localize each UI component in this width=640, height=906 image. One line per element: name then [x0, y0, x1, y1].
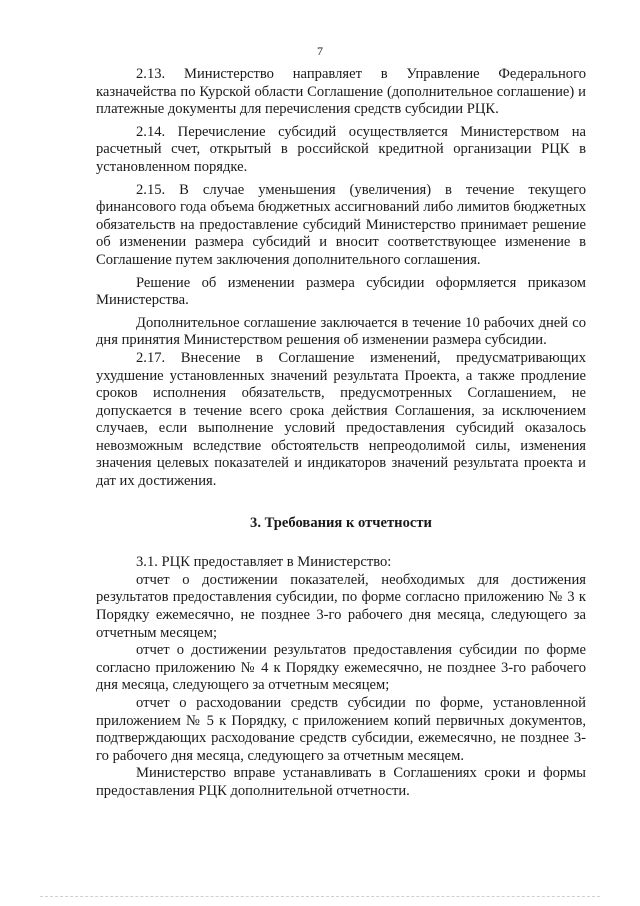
paragraph-ministry-right: Министерство вправе устанавливать в Соглашениях сроки и формы предоставления РЦК дополнительной отчетности. — [96, 765, 586, 799]
paragraph-2-15: 2.15. В случае уменьшения (увеличения) в течение текущего финансового года объема бюджетных ассигнований либо лимитов бюджетных обязательств на предоставление субсидий Министерство принимает решение об изменении размера субсидий и вносит соответствующее изменение в Соглашение путем заключения дополнительного соглашения. — [96, 181, 586, 268]
paragraph-2-13: 2.13. Министерство направляет в Управление Федерального казначейства по Курской области Соглашение (дополнительное соглашение) и платежные документы для перечисления средств субсидии РЦК. — [96, 66, 586, 118]
scan-edge — [40, 896, 600, 898]
paragraph-additional-agreement: Дополнительное соглашение заключается в течение 10 рабочих дней со дня принятия Министерством решения об изменении размера субсидии. — [96, 314, 586, 349]
paragraph-2-14: 2.14. Перечисление субсидий осуществляется Министерством на расчетный счет, открытый в российской кредитной организации РЦК в установленном порядке. — [96, 123, 586, 175]
paragraph-decision: Решение об изменении размера субсидии оформляется приказом Министерства. — [96, 274, 586, 309]
paragraph-report-indicators: отчет о достижении показателей, необходимых для достижения результатов предоставления субсидии, по форме согласно приложению № 3 к Порядку ежемесячно, не позднее 3-го рабочего дня месяца, следующего за отчетным месяцем; — [96, 571, 586, 641]
page-number: 7 — [317, 44, 323, 58]
paragraph-report-expenses: отчет о расходовании средств субсидии по форме, установленной приложением № 5 к Порядку, с приложением копий первичных документов, подтверждающих расходование средств субсидии, ежемесячно, не позднее 3-го рабочего дня месяца, следующего за отчетным месяцем. — [96, 695, 586, 764]
paragraph-2-17: 2.17. Внесение в Соглашение изменений, предусматривающих ухудшение установленных значений результата Проекта, а также продление сроков исполнения обязательств, предусмотренных Соглашением, не допускается в течение всего срока действия Соглашения, за исключением случаев, если выполнение условий предоставления субсидий оказалось невозможным вследствие обстоятельств непреодолимой силы, изменения значения целевых показателей и индикаторов значений результата проекта и дат их достижения. — [96, 349, 586, 490]
section-heading: 3. Требования к отчетности — [250, 514, 432, 531]
paragraph-3-1: 3.1. РЦК предоставляет в Министерство: — [136, 554, 392, 571]
paragraph-report-results: отчет о достижении результатов предоставления субсидии по форме согласно приложению № 4 к Порядку ежемесячно, не позднее 3-го рабочего дня месяца, следующего за отчетным месяцем; — [96, 642, 586, 694]
document-body — [96, 66, 586, 801]
